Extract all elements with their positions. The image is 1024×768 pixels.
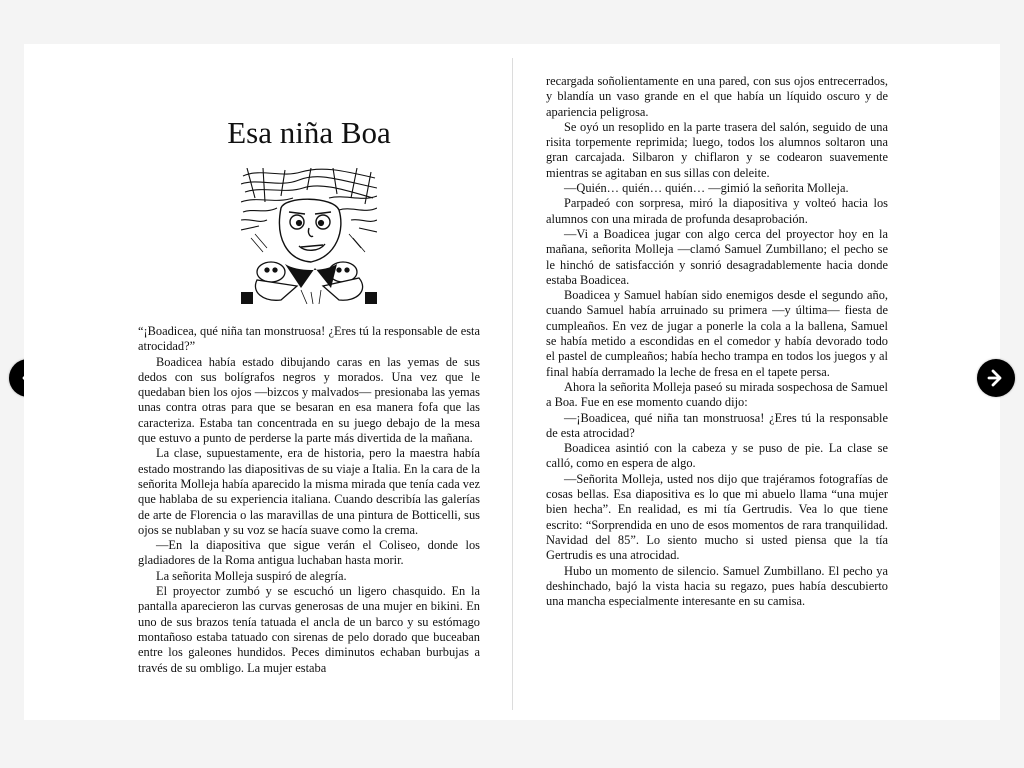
paragraph: —Señorita Molleja, usted nos dijo que trajéramos fotografías de cosas bellas. Esa diapositiva es lo que mi abuelo llama “una mujer bien hecha”. En realidad, es mi tía Gertrudis. Vea lo que tiene escrito: “Sorprendida en uno de esos momentos de rara tranquilidad. Navidad del 85”. Lo siento mucho si usted piensa que la tía Gertrudis es una atrocidad. [546, 471, 888, 563]
paragraph: Hubo un momento de silencio. Samuel Zumbillano. El pecho ya deshinchado, bajó la vista hacia su regazo, pues había descubierto una mancha especialmente interesante en su camisa. [546, 563, 888, 609]
left-page-text [138, 324, 480, 676]
paragraph: Boadicea había estado dibujando caras en las yemas de sus dedos con sus bolígrafos negros y morados. Una vez que le quedaban bien los ojos —bizcos y malvados— presionaba las yemas unas contra otras para que se besaran en esa manera fofa que las caracteriza. Estaba tan concentrada en su juego debajo de la mesa que estuvo a punto de perderse la parte más divertida de la mañana. [138, 354, 480, 446]
paragraph: Boadicea y Samuel habían sido enemigos desde el segundo año, cuando Samuel había arruinado su primera —y última— fiesta de cumpleaños. En vez de jugar a ponerle la cola a la ballena, Samuel se había metido a escondidas en el comedor y había devorado todo el pastel de cumpleaños; había hecho trampa en todos los juegos y al final había derramado la leche de fresa en el tapete persa. [546, 288, 888, 379]
paragraph: —Quién… quién… quién… —gimió la señorita Molleja. [564, 181, 849, 196]
paragraph: —En la diapositiva que sigue verán el Coliseo, donde los gladiadores de la Roma antigua luchaban hasta morir. [138, 538, 480, 568]
paragraph: Parpadeó con sorpresa, miró la diapositiva y volteó hacia los alumnos con una mirada de profunda desaprobación. [546, 196, 888, 226]
paragraph: “¡Boadicea, qué niña tan monstruosa! ¿Eres tú la responsable de esta atrocidad?” [138, 324, 480, 354]
paragraph: recargada soñolientamente en una pared, con sus ojos entrecerrados, y blandía un vaso grande en el que había un líquido oscuro y de apariencia peligrosa. [546, 74, 888, 119]
arrow-right-icon [984, 366, 1008, 390]
page-divider [512, 58, 513, 710]
paragraph: Se oyó un resoplido en la parte trasera del salón, seguido de una risita torpemente reprimida; luego, todos los alumnos soltaron una gran carcajada. Silbaron y chiflaron y se codearon suavemente mientras se agitaban en sus sillas con deleite. [546, 119, 888, 180]
paragraph: Boadicea asintió con la cabeza y se puso de pie. La clase se calló, como en espera de algo. [546, 441, 888, 471]
left-page [138, 44, 480, 676]
chapter-illustration [241, 168, 377, 304]
paragraph: —Vi a Boadicea jugar con algo cerca del proyector hoy en la mañana, señorita Molleja —clamó Samuel Zumbillano; el pecho se le hinchó de satisfacción y sonrió desagradablemente hacia donde estaba Boadicea. [546, 226, 888, 287]
chapter-title: Esa niña Boa [227, 115, 391, 150]
paragraph: El proyector zumbó y se escuchó un ligero chasquido. En la pantalla aparecieron las curvas generosas de una mujer en bikini. En uno de sus brazos tenía tatuada el ancla de un barco y su estómago montañoso estaba tatuado con sirenas de pelo dorado que buceaban entre los galeones hundidos. Peces diminutos echaban burbujas a través de su ombligo. La mujer estaba [138, 584, 480, 675]
book-spread [24, 44, 1000, 720]
paragraph: La clase, supuestamente, era de historia, pero la maestra había estado mostrando las diapositivas de su viaje a Italia. En la cara de la señorita Molleja había aparecido la misma mirada que tenía cada vez que hablaba de su experiencia italiana. Cuando describía las galerías de arte de Florencia o las maravillas de una pintura de Botticelli, sus ojos se nublaban y su voz se hacía suave como la crema. [138, 446, 481, 537]
paragraph: Ahora la señorita Molleja paseó su mirada sospechosa de Samuel a Boa. Fue en ese momento cuando dijo: [546, 379, 888, 410]
next-page-button[interactable] [977, 359, 1015, 397]
right-page [546, 74, 888, 609]
paragraph: La señorita Molleja suspiró de alegría. [156, 568, 347, 583]
paragraph: —¡Boadicea, qué niña tan monstruosa! ¿Eres tú la responsable de esta atrocidad? [546, 410, 888, 440]
